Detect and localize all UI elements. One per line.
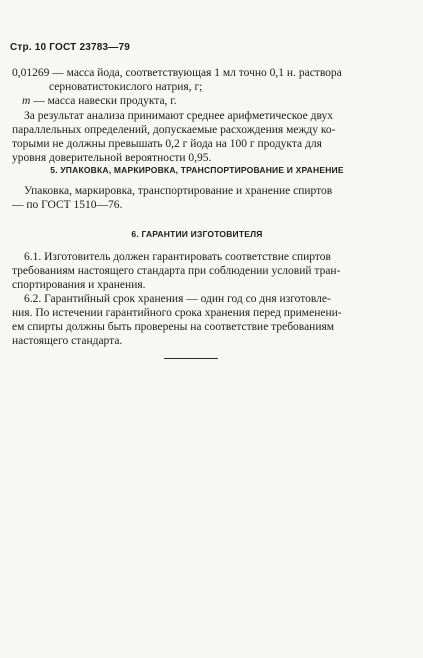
end-rule [164,358,218,359]
section-6-body [12,250,382,348]
section-6-heading: 6. ГАРАНТИИ ИЗГОТОВИТЕЛЯ [131,229,263,239]
section-5-line-2: — по ГОСТ 1510—76. [12,199,123,211]
clause-6-1-line-1: 6.1. Изготовитель должен гарантировать соответствие спиртов [24,251,331,263]
section-5-body [12,184,382,212]
formula-definitions [12,66,382,108]
definition-coefficient-cont: серноватистокислого натрия, г; [49,81,203,93]
page-header: Стр. 10 ГОСТ 23783—79 [10,42,130,53]
symbol-m: m [22,95,31,107]
definition-coefficient: 0,01269 — масса йода, соответствующая 1 мл точно 0,1 н. раствора [12,67,342,79]
clause-6-2-line-3: ем спирты должны быть проверены на соответствие требованиям [12,321,335,333]
result-line-1: За результат анализа принимают среднее арифметическое двух [24,110,334,122]
result-line-3: торыми не должны превышать 0,2 г йода на 100 г продукта для [12,138,322,150]
clause-6-1-line-2: требованиям настоящего стандарта при соблюдении условий тран- [12,265,341,277]
clause-6-2-line-1: 6.2. Гарантийный срок хранения — один год со дня изготовле- [24,293,331,305]
clause-6-2-line-4: настоящего стандарта. [12,335,123,347]
definition-mass-text: — масса навески продукта, г. [30,95,177,107]
clause-6-2-line-2: ния. По истечении гарантийного срока хранения перед применени- [12,307,342,319]
section-5-heading: 5. УПАКОВКА, МАРКИРОВКА, ТРАНСПОРТИРОВАНИЕ И ХРАНЕНИЕ [50,165,344,175]
clause-6-1-line-3: спортирования и хранения. [12,279,146,291]
section-5-line-1: Упаковка, маркировка, транспортирование и хранение спиртов [24,185,333,197]
result-paragraph [12,109,382,165]
definition-mass [12,94,382,108]
result-line-2: параллельных определений, допускаемые расхождения между ко- [12,124,336,136]
result-line-4: уровня доверительной вероятности 0,95. [12,152,212,164]
